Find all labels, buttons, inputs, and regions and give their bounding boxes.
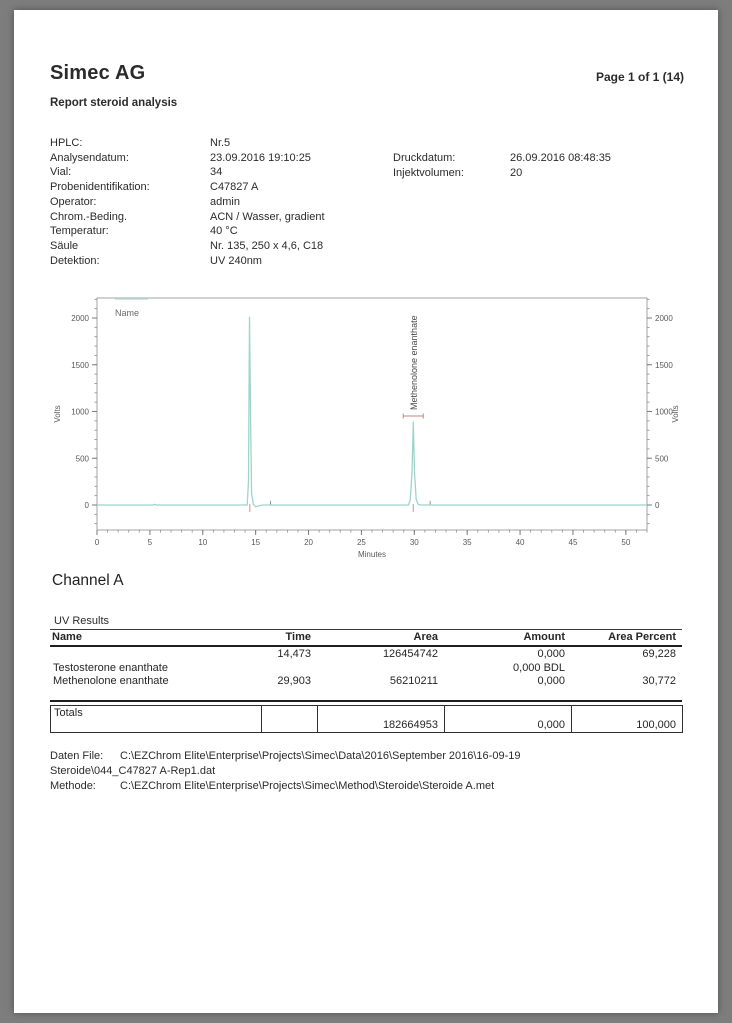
totals-time	[262, 706, 318, 733]
info-label: Druckdatum:	[393, 152, 456, 164]
info-label: Detektion:	[50, 254, 100, 267]
totals-amount: 0,000	[445, 706, 572, 733]
table-cell: 0,000 BDL	[513, 661, 565, 674]
info-value: admin	[210, 195, 240, 208]
plot-frame	[97, 298, 647, 530]
info-value: 23.09.2016 19:10:25	[210, 151, 311, 164]
table-cell	[571, 661, 682, 675]
y-axis-title-left: Volts	[53, 405, 62, 423]
column-header: Time	[261, 630, 317, 647]
sample-info-right	[393, 151, 611, 180]
table-cell: 69,228	[642, 647, 676, 660]
page-number: Page 1 of 1 (14)	[595, 70, 684, 84]
table-cell: Methenolone enanthate	[53, 675, 169, 688]
y-tick-label-left: 500	[75, 454, 89, 464]
x-tick-label: 5	[147, 538, 153, 547]
daten-file-line	[50, 749, 660, 764]
x-tick-label: 50	[621, 538, 631, 547]
info-label: Säule	[50, 239, 79, 252]
info-value: 20	[510, 166, 523, 179]
info-row	[393, 166, 611, 181]
info-value: 26.09.2016 08:48:35	[510, 152, 611, 164]
y-tick-label-right: 2000	[655, 314, 673, 323]
methode-label: Methode:	[50, 780, 96, 793]
column-header: Area Percent	[571, 630, 682, 647]
info-label: Chrom.-Beding.	[50, 210, 128, 223]
info-value: 34	[210, 166, 223, 179]
info-row	[50, 195, 325, 210]
info-row	[393, 151, 611, 166]
table-cell: 0,000	[537, 647, 565, 660]
totals-row	[51, 706, 683, 733]
channel-heading: Channel A	[52, 572, 124, 589]
info-row	[50, 136, 325, 151]
table-cell: 30,772	[642, 675, 676, 688]
totals-label: Totals	[54, 707, 83, 719]
info-row	[50, 239, 325, 254]
info-value: Nr.5	[210, 137, 231, 149]
totals-table	[50, 705, 683, 733]
methode-line	[50, 779, 660, 794]
y-tick-label-left: 1500	[71, 360, 89, 370]
sample-info-left	[50, 136, 325, 268]
table-cell: 56210211	[389, 675, 438, 688]
y-axis-title-right: Volts	[671, 405, 680, 423]
y-tick-label-left: 1000	[71, 407, 89, 417]
table-cell: 29,903	[277, 675, 311, 688]
report-title: Report steroid analysis	[50, 97, 178, 109]
info-value: 40 °C	[210, 225, 238, 238]
info-label: Vial:	[50, 166, 72, 179]
totals-area: 182664953	[318, 706, 445, 733]
table-cell	[50, 646, 261, 661]
x-tick-label: 25	[356, 538, 366, 547]
info-label: Injektvolumen:	[393, 166, 464, 179]
legend-label: Name	[115, 308, 140, 318]
y-tick-label-right: 500	[655, 454, 669, 464]
y-tick-label-right: 0	[655, 501, 660, 510]
table-spacer-row	[50, 688, 682, 701]
table-header-row	[50, 630, 682, 647]
info-label: Probenidentifikation:	[50, 181, 150, 194]
y-tick-label-right: 1000	[655, 407, 673, 417]
info-row	[50, 180, 325, 195]
table-row	[50, 646, 682, 661]
table-cell	[317, 661, 444, 675]
x-tick-label: 35	[462, 538, 472, 547]
x-tick-label: 40	[515, 538, 525, 547]
table-cell: 126454742	[382, 647, 438, 660]
x-tick-label: 10	[198, 538, 208, 547]
x-axis-title: Minutes	[357, 550, 387, 559]
table-cell: Testosterone enanthate	[53, 661, 168, 674]
chromatogram-chart	[40, 278, 700, 568]
x-tick-label: 45	[568, 538, 578, 547]
info-label: Temperatur:	[50, 225, 109, 238]
x-tick-label: 30	[409, 538, 419, 547]
table-row	[50, 675, 682, 689]
column-header: Amount	[444, 630, 571, 647]
report-page	[14, 10, 718, 1013]
info-row	[50, 165, 325, 180]
totals-area-percent: 100,000	[572, 706, 683, 733]
x-tick-label: 0	[94, 538, 100, 547]
daten-file-label: Daten File:	[50, 750, 104, 762]
info-label: HPLC:	[50, 137, 83, 149]
methode-path: C:\EZChrom Elite\Enterprise\Projects\Simec\Method\Steroide\Steroide A.met	[120, 780, 495, 793]
y-tick-label-left: 0	[84, 501, 89, 510]
column-header: Area	[317, 630, 444, 647]
info-value: Nr. 135, 250 x 4,6, C18	[210, 239, 324, 252]
column-header: Name	[50, 630, 261, 647]
daten-file-path-line2: Steroide\044_C47827 A-Rep1.dat	[50, 765, 216, 778]
info-value: C47827 A	[210, 181, 259, 194]
info-value: UV 240nm	[210, 254, 262, 267]
info-row	[50, 151, 325, 166]
daten-file-path-line1: C:\EZChrom Elite\Enterprise\Projects\Simec\Data\2016\September 2016\16-09-19	[120, 750, 521, 762]
info-row	[50, 224, 325, 239]
table-row	[50, 661, 682, 675]
uv-results-table	[50, 629, 682, 702]
table-cell: 14,473	[277, 647, 311, 660]
info-label: Analysendatum:	[50, 151, 129, 164]
x-tick-label: 15	[251, 538, 261, 547]
info-row	[50, 210, 325, 225]
info-row	[50, 254, 325, 269]
company-name: Simec AG	[50, 62, 146, 84]
info-value: ACN / Wasser, gradient	[210, 210, 325, 223]
uv-results-label: UV Results	[54, 615, 110, 627]
info-label: Operator:	[50, 195, 97, 208]
y-tick-label-right: 1500	[655, 360, 673, 370]
y-tick-label-left: 2000	[71, 314, 89, 323]
file-paths	[50, 749, 660, 795]
peak-annotation-label: Methenolone enanthate	[408, 315, 419, 410]
table-cell	[261, 661, 317, 675]
x-tick-label: 20	[304, 538, 313, 547]
table-cell: 0,000	[537, 675, 565, 688]
